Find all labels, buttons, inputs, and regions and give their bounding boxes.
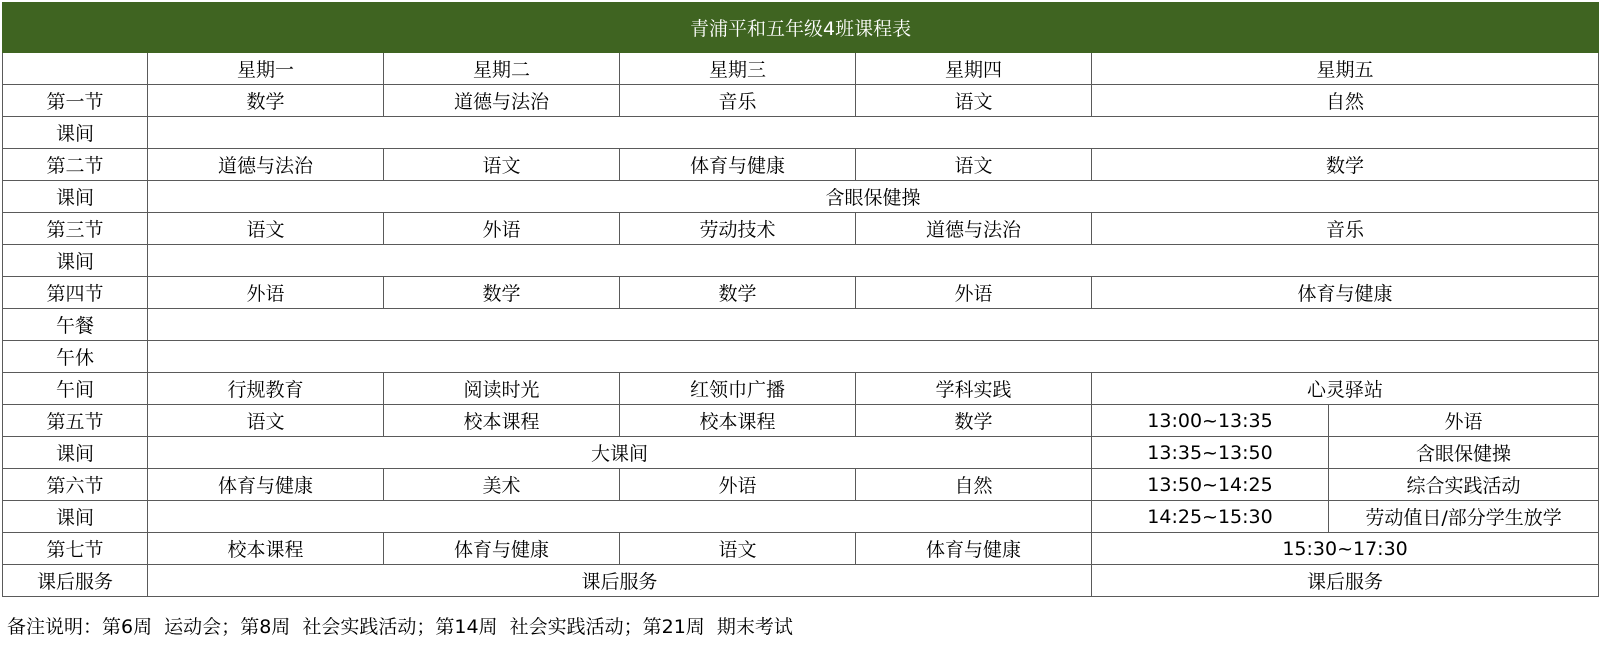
remark-item: 第6周 运动会； (102, 616, 241, 638)
period-row (3, 405, 1599, 437)
period-row (3, 213, 1599, 245)
class-cell: 心灵驿站 (1092, 373, 1599, 405)
break-row (3, 437, 1599, 469)
row-label: 午餐 (3, 309, 148, 341)
row-label: 第六节 (3, 469, 148, 501)
class-cell: 阅读时光 (384, 373, 620, 405)
class-cell: 语文 (148, 405, 384, 437)
span-cell (148, 245, 1599, 277)
row-label: 课后服务 (3, 565, 148, 597)
row-label: 课间 (3, 245, 148, 277)
class-cell: 体育与健康 (1092, 277, 1599, 309)
class-cell: 道德与法治 (856, 213, 1092, 245)
period-row (3, 533, 1599, 565)
day-header: 星期一 (148, 53, 384, 85)
class-cell: 自然 (856, 469, 1092, 501)
row-label: 第二节 (3, 149, 148, 181)
class-cell: 道德与法治 (384, 85, 620, 117)
break-row (3, 501, 1599, 533)
class-cell: 劳动技术 (620, 213, 856, 245)
break-row (3, 245, 1599, 277)
class-cell: 语文 (620, 533, 856, 565)
table-title: 青浦平和五年级4班课程表 (3, 3, 1599, 53)
break-row (3, 181, 1599, 213)
row-label: 午休 (3, 341, 148, 373)
day-header: 星期二 (384, 53, 620, 85)
friday-subject-cell: 含眼保健操 (1329, 437, 1599, 469)
row-label: 课间 (3, 501, 148, 533)
after-school-row (3, 565, 1599, 597)
day-header: 星期三 (620, 53, 856, 85)
corner-cell (3, 53, 148, 85)
row-label: 第一节 (3, 85, 148, 117)
friday-time-cell: 14:25~15:30 (1092, 501, 1329, 533)
class-cell: 美术 (384, 469, 620, 501)
remarks (7, 612, 793, 639)
lunch-row (3, 309, 1599, 341)
class-cell: 语文 (856, 149, 1092, 181)
friday-after-cell: 课后服务 (1092, 565, 1599, 597)
class-cell: 行规教育 (148, 373, 384, 405)
friday-time-cell: 15:30~17:30 (1092, 533, 1599, 565)
row-label: 课间 (3, 181, 148, 213)
span-cell: 含眼保健操 (148, 181, 1599, 213)
class-cell: 音乐 (1092, 213, 1599, 245)
day-header-row (3, 53, 1599, 85)
class-cell: 数学 (856, 405, 1092, 437)
class-cell: 学科实践 (856, 373, 1092, 405)
nap-row (3, 341, 1599, 373)
day-header: 星期四 (856, 53, 1092, 85)
remark-item: 第14周 社会实践活动； (435, 616, 643, 638)
friday-subject-cell: 外语 (1329, 405, 1599, 437)
friday-time-cell: 13:50~14:25 (1092, 469, 1329, 501)
class-cell: 数学 (1092, 149, 1599, 181)
period-row (3, 469, 1599, 501)
friday-subject-cell: 综合实践活动 (1329, 469, 1599, 501)
class-cell: 外语 (856, 277, 1092, 309)
class-cell: 数学 (148, 85, 384, 117)
class-cell: 道德与法治 (148, 149, 384, 181)
class-cell: 外语 (148, 277, 384, 309)
friday-time-cell: 13:35~13:50 (1092, 437, 1329, 469)
title-row (3, 3, 1599, 53)
timetable (2, 2, 1598, 597)
period-row (3, 85, 1599, 117)
friday-time-cell: 13:00~13:35 (1092, 405, 1329, 437)
span-cell: 大课间 (148, 437, 1092, 469)
break-row (3, 117, 1599, 149)
remarks-prefix: 备注说明： (7, 616, 103, 638)
row-label: 第四节 (3, 277, 148, 309)
class-cell: 语文 (384, 149, 620, 181)
row-label: 第五节 (3, 405, 148, 437)
row-label: 午间 (3, 373, 148, 405)
remark-item: 第8周 社会实践活动； (240, 616, 436, 638)
class-cell: 自然 (1092, 85, 1599, 117)
class-cell: 语文 (148, 213, 384, 245)
class-cell: 音乐 (620, 85, 856, 117)
class-cell: 体育与健康 (384, 533, 620, 565)
class-cell: 校本课程 (620, 405, 856, 437)
row-label: 课间 (3, 117, 148, 149)
span-cell (148, 117, 1599, 149)
class-cell: 校本课程 (384, 405, 620, 437)
row-label: 第七节 (3, 533, 148, 565)
period-row (3, 149, 1599, 181)
class-cell: 体育与健康 (856, 533, 1092, 565)
period-row (3, 277, 1599, 309)
class-cell: 红领巾广播 (620, 373, 856, 405)
day-header: 星期五 (1092, 53, 1599, 85)
class-cell: 外语 (384, 213, 620, 245)
remark-item: 第21周 期末考试 (642, 616, 793, 638)
noon-row (3, 373, 1599, 405)
class-cell: 体育与健康 (148, 469, 384, 501)
row-label: 课间 (3, 437, 148, 469)
span-cell (148, 309, 1599, 341)
class-cell: 数学 (620, 277, 856, 309)
class-cell: 数学 (384, 277, 620, 309)
class-cell: 体育与健康 (620, 149, 856, 181)
friday-subject-cell: 劳动值日/部分学生放学 (1329, 501, 1599, 533)
class-cell: 语文 (856, 85, 1092, 117)
span-cell (148, 501, 1092, 533)
span-cell (148, 341, 1599, 373)
class-cell: 外语 (620, 469, 856, 501)
row-label: 第三节 (3, 213, 148, 245)
schedule-table (2, 2, 1599, 597)
class-cell: 校本课程 (148, 533, 384, 565)
span-cell: 课后服务 (148, 565, 1092, 597)
